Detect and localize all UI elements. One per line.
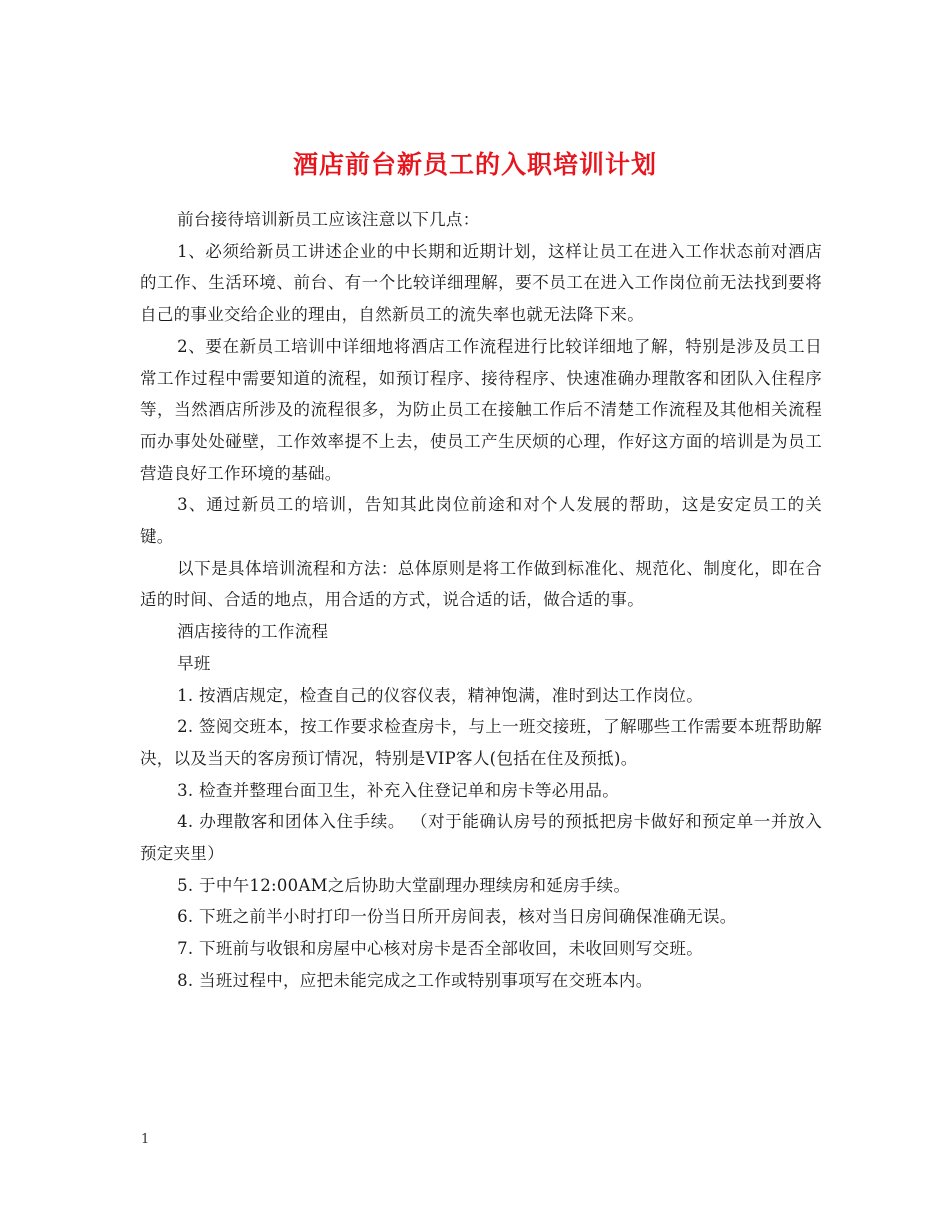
- step-8-paragraph: 8. 当班过程中，应把未能完成之工作或特别事项写在交班本内。: [177, 970, 653, 990]
- step-6-paragraph: 6. 下班之前半小时打印一份当日所开房间表，核对当日房间确保准确无误。: [177, 907, 737, 927]
- point-2-paragraph: 2、要在新员工培训中详细地将酒店工作流程进行比较详细地了解，特别是涉及员工日常工作过程中需要知道的流程，如预订程序、接待程序、快速准确办理散客和团队入住程序等，当然酒店所涉及的流程很多，为防止员工在接触工作后不清楚工作流程及其他相关流程而办事处处碰壁，工作效率提不上去，使员工产生厌烦的心理，作好这方面的培训是为员工营造良好工作环境的基础。: [140, 336, 822, 483]
- page-number: 1: [141, 1132, 150, 1147]
- intro-paragraph: 前台接待培训新员工应该注意以下几点：: [177, 210, 480, 229]
- section-heading-workflow: 酒店接待的工作流程: [177, 622, 329, 642]
- section-heading-morning-shift: 早班: [177, 653, 211, 673]
- step-1-paragraph: 1. 按酒店规定，检查自己的仪容仪表，精神饱满，准时到达工作岗位。: [177, 685, 704, 705]
- step-5-paragraph: 5. 于中午12:00AM之后协助大堂副理办理续房和延房手续。: [177, 875, 631, 895]
- step-3-paragraph: 3. 检查并整理台面卫生，补充入住登记单和房卡等必用品。: [177, 780, 620, 800]
- point-3-paragraph: 3、通过新员工的培训，告知其此岗位前途和对个人发展的帮助，这是安定员工的关键。: [140, 495, 822, 547]
- step-2-paragraph: 2. 签阅交班本，按工作要求检查房卡，与上一班交接班，了解哪些工作需要本班帮助解决，以及当天的客房预订情况，特别是VIP客人(包括在住及预抵)。: [140, 717, 822, 768]
- step-4-paragraph: 4. 办理散客和团体入住手续。 （对于能确认房号的预抵把房卡做好和预定单一并放入预定夹里）: [140, 812, 822, 864]
- training-principle-paragraph: 以下是具体培训流程和方法：总体原则是将工作做到标准化、规范化、制度化，即在合适的时间、合适的地点，用合适的方式，说合适的话，做合适的事。: [140, 558, 822, 610]
- step-7-paragraph: 7. 下班前与收银和房屋中心核对房卡是否全部收回，未收回则写交班。: [177, 939, 704, 959]
- page-title: 酒店前台新员工的入职培训计划: [292, 149, 657, 179]
- point-1-paragraph: 1、必须给新员工讲述企业的中长期和近期计划，这样让员工在进入工作状态前对酒店的工作、生活环境、前台、有一个比较详细理解，要不员工在进入工作岗位前无法找到要将自己的事业交给企业的理由，自然新员工的流失率也就无法降下来。: [140, 241, 822, 325]
- document-body: [140, 204, 822, 997]
